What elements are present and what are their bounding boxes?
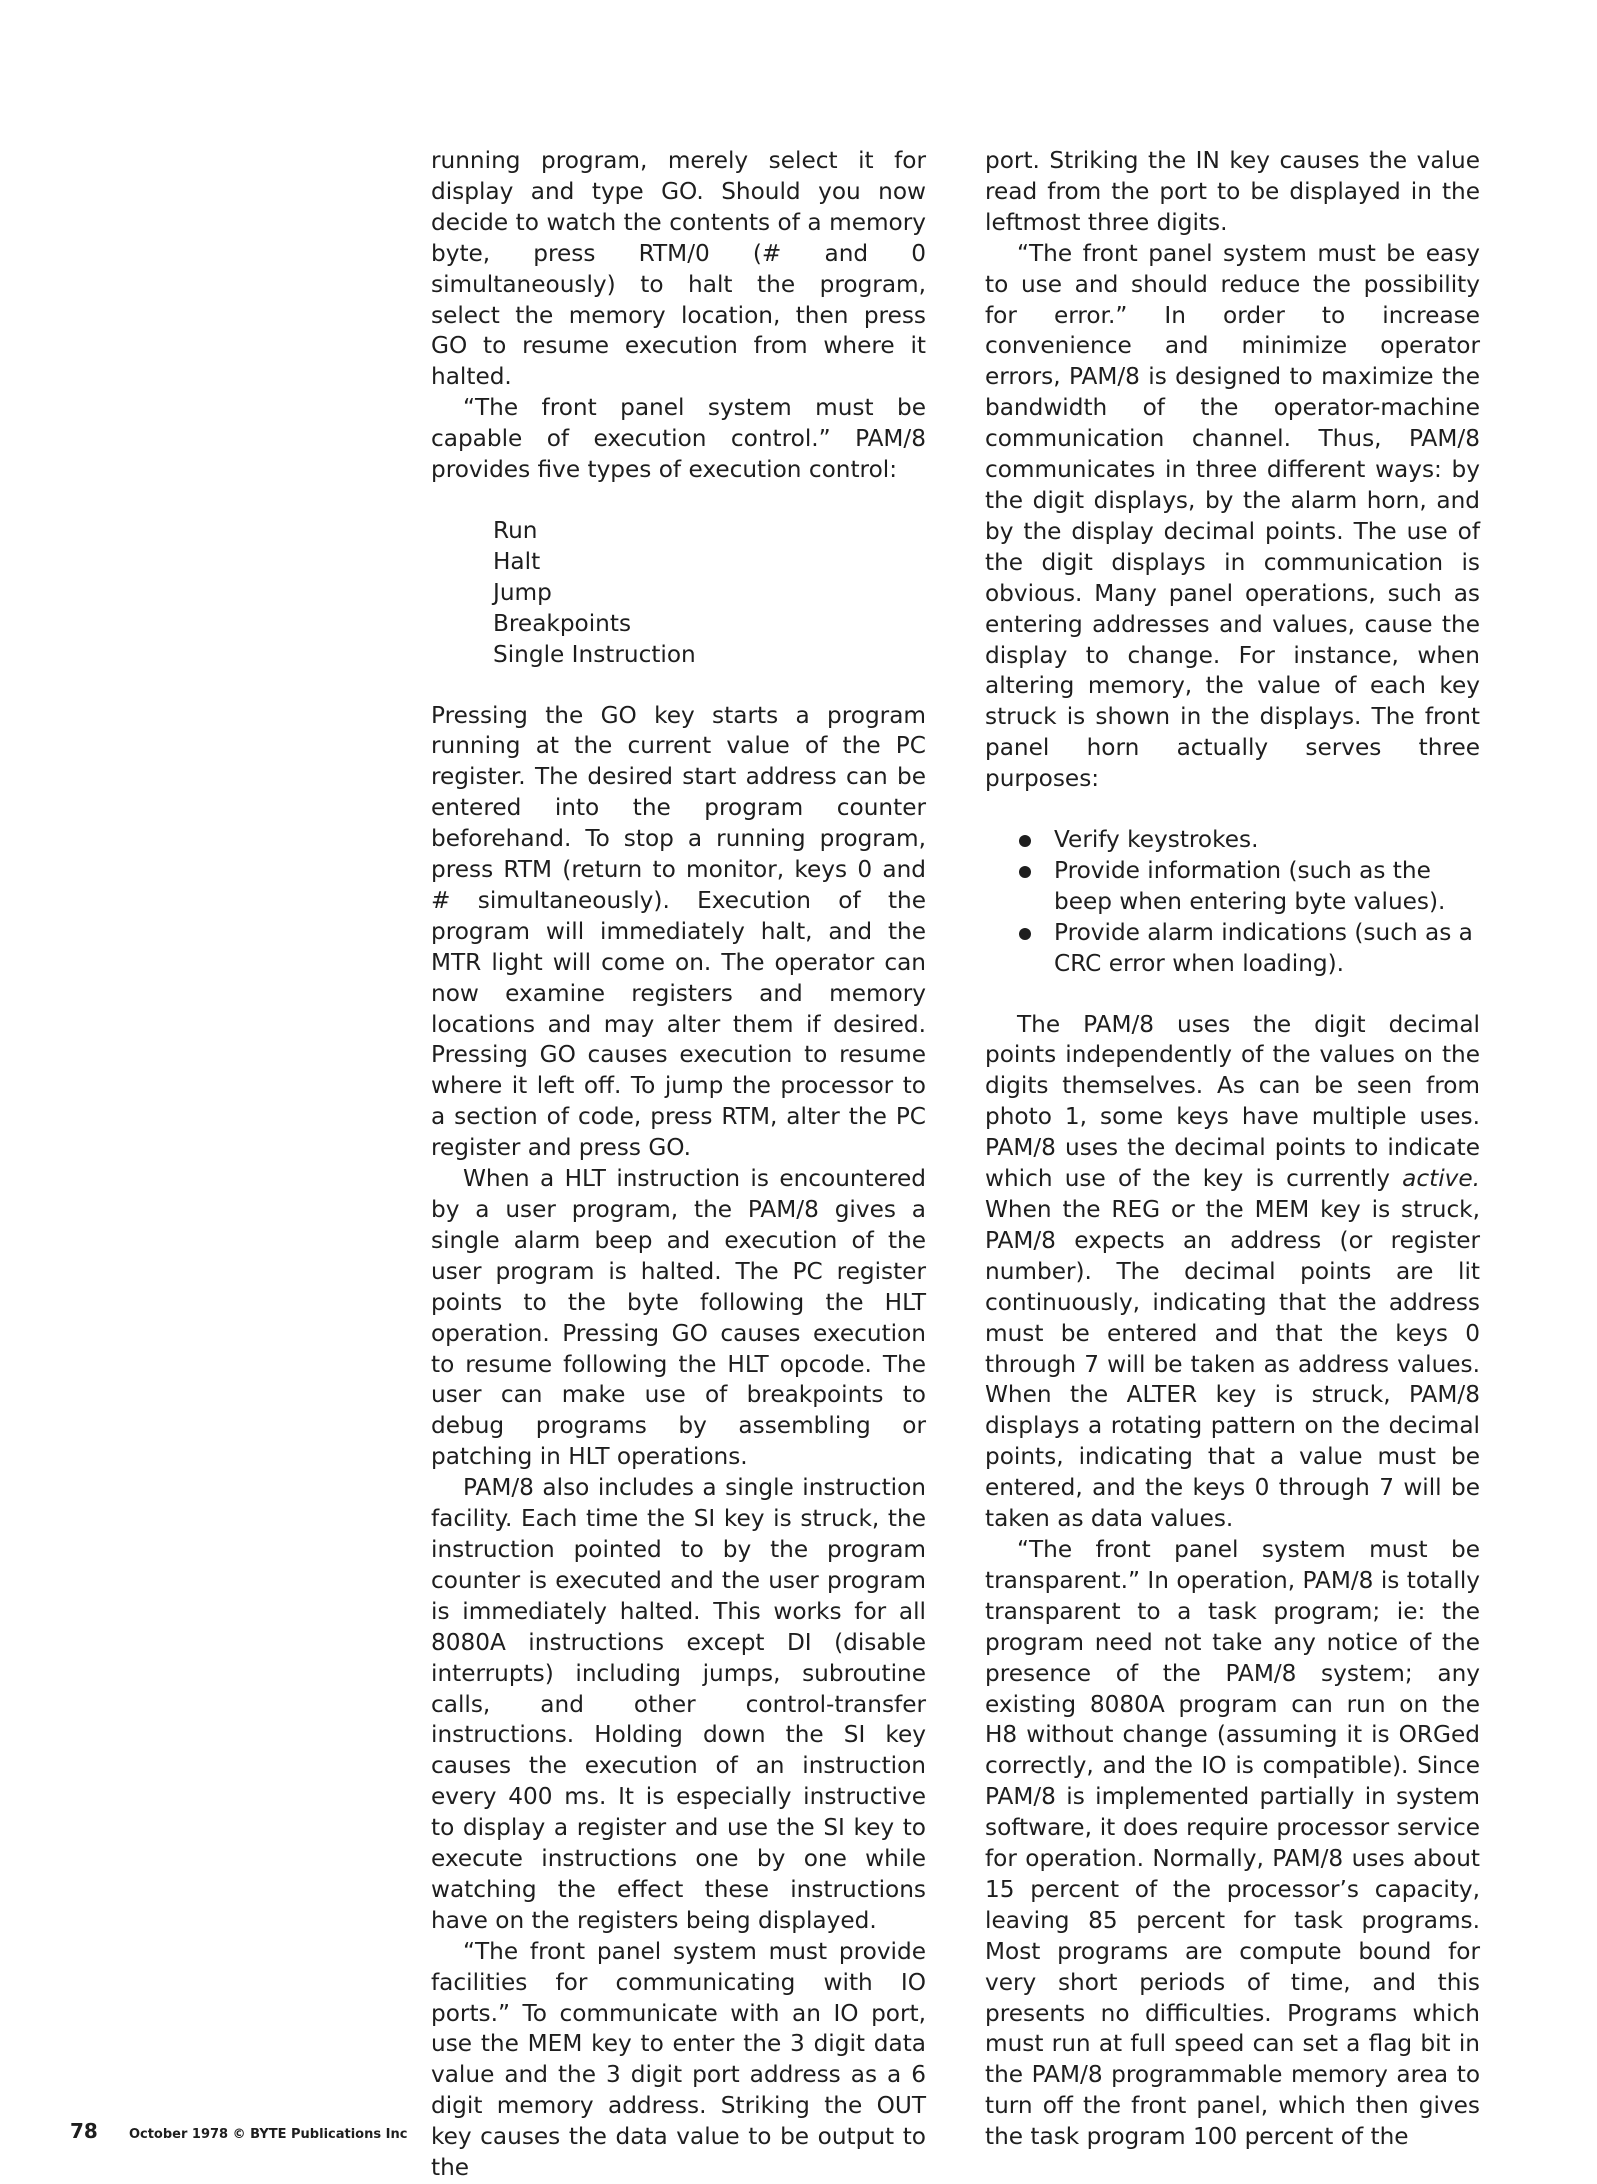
paragraph-text: When the REG or the MEM key is struck, PAM/8 expects an address (or register number). The decimal points are lit continuously, indicating that the address must be entered and that the keys 0 through 7 will be taken as address values. When the ALTER key is struck, PAM/8 displays a rotating pattern on the decimal points, indicating that a value must be entered, and the keys 0 through 7 will be taken as data values. xyxy=(985,1196,1480,1533)
list-item: Jump xyxy=(493,578,552,606)
paragraph: Pressing the GO key starts a program running at the current value of the PC register. The desired start address can be entered into the program counter beforehand. To stop a running program, press RTM (return to monitor, keys 0 and # simultaneously). Execution of the program will immediately halt, and the MTR light will come on. The operator can now examine registers and memory locations and may alter them if desired. Pressing GO causes execution to resume where it left off. To jump the processor to a section of code, press RTM, alter the PC register and press GO. xyxy=(431,701,926,1162)
list-item: Run xyxy=(493,516,538,544)
publication-credit: October 1978 © BYTE Publications Inc xyxy=(128,2127,408,2142)
list-item xyxy=(985,856,1480,918)
bullet-icon xyxy=(1019,928,1031,940)
paragraph: “The front panel system must be capable of execution control.” PAM/8 provides five types of execution control: xyxy=(431,394,926,484)
paragraph: running program, merely select it for display and type GO. Should you now decide to watch the contents of a memory byte, press RTM/0 (# and 0 simultaneously) to halt the program, select the memory location, then press GO to resume execution from where it halted. xyxy=(431,147,926,391)
left-column xyxy=(431,146,926,2184)
paragraph: When a HLT instruction is encountered by a user program, the PAM/8 gives a single alarm beep and execution of the user program is halted. The PC register points to the byte following the HLT operation. Pressing GO causes execution to resume following the HLT opcode. The user can make use of breakpoints to debug programs by assembling or patching in HLT operations. xyxy=(431,1165,926,1471)
page-footer xyxy=(70,2119,407,2143)
paragraph: “The front panel system must be transparent.” In operation, PAM/8 is totally transparent to a task program; ie: the program need not take any notice of the presence of the PAM/8 system; any existing 8080A program can run on the H8 without change (assuming it is ORGed correctly, and the IO is compatible). Since PAM/8 is implemented partially in system software, it does require processor service for operation. Normally, PAM/8 uses about 15 percent of the processor’s capacity, leaving 85 percent for task programs. Most programs are compute bound for very short periods of time, and this presents no difficulties. Programs which must run at full speed can set a flag bit in the PAM/8 programmable memory area to turn off the front panel, which then gives the task program 100 percent of the xyxy=(985,1535,1480,2151)
list-item-text: Verify keystrokes. xyxy=(1054,826,1259,854)
list-item: Breakpoints xyxy=(493,609,632,637)
page-number: 78 xyxy=(70,2119,98,2143)
paragraph: port. Striking the IN key causes the value read from the port to be displayed in the leftmost three digits. xyxy=(985,147,1480,236)
execution-control-list xyxy=(431,516,926,671)
paragraph xyxy=(985,1010,1480,1535)
list-item-text: Provide alarm indications (such as a CRC error when loading). xyxy=(1054,918,1473,977)
list-item: Halt xyxy=(493,547,541,575)
paragraph: “The front panel system must be easy to use and should reduce the possibility for error.” In order to increase convenience and minimize operator errors, PAM/8 is designed to maximize the bandwidth of the operator-machine communication channel. Thus, PAM/8 communicates in three different ways: by the digit displays, by the alarm horn, and by the display decimal points. The use of the digit displays in communication is obvious. Many panel operations, such as entering addresses and values, cause the display to change. For instance, when altering memory, the value of each key struck is shown in the displays. The front panel horn actually serves three purposes: xyxy=(985,239,1480,793)
bullet-icon xyxy=(1019,835,1031,847)
list-item xyxy=(985,825,1480,856)
paragraph: “The front panel system must provide facilities for communicating with IO ports.” To communicate with an IO port, use the MEM key to enter the 3 digit data value and the 3 digit port address as a 6 digit memory address. Striking the OUT key causes the data value to be output to the xyxy=(431,1937,926,2182)
list-item-text: Provide information (such as the beep when entering byte values). xyxy=(1054,856,1446,915)
horn-purpose-list xyxy=(985,825,1480,980)
paragraph-text: The PAM/8 uses the digit decimal points independently of the values on the digits themselves. As can be seen from photo 1, some keys have multiple uses. PAM/8 uses the decimal points to indicate which use of the key is currently xyxy=(985,1010,1480,1193)
emphasis-text: active. xyxy=(1402,1165,1480,1193)
bullet-icon xyxy=(1019,866,1031,878)
list-item xyxy=(985,918,1480,980)
list-item: Single Instruction xyxy=(493,640,696,668)
right-column xyxy=(985,146,1480,2153)
paragraph: PAM/8 also includes a single instruction facility. Each time the SI key is struck, the instruction pointed to by the program counter is executed and the user program is immediately halted. This works for all 8080A instructions except DI (disable interrupts) including jumps, subroutine calls, and other control-transfer instructions. Holding down the SI key causes the execution of an instruction every 400 ms. It is especially instructive to display a register and use the SI key to execute instructions one by one while watching the effect these instructions have on the registers being displayed. xyxy=(431,1474,926,1934)
